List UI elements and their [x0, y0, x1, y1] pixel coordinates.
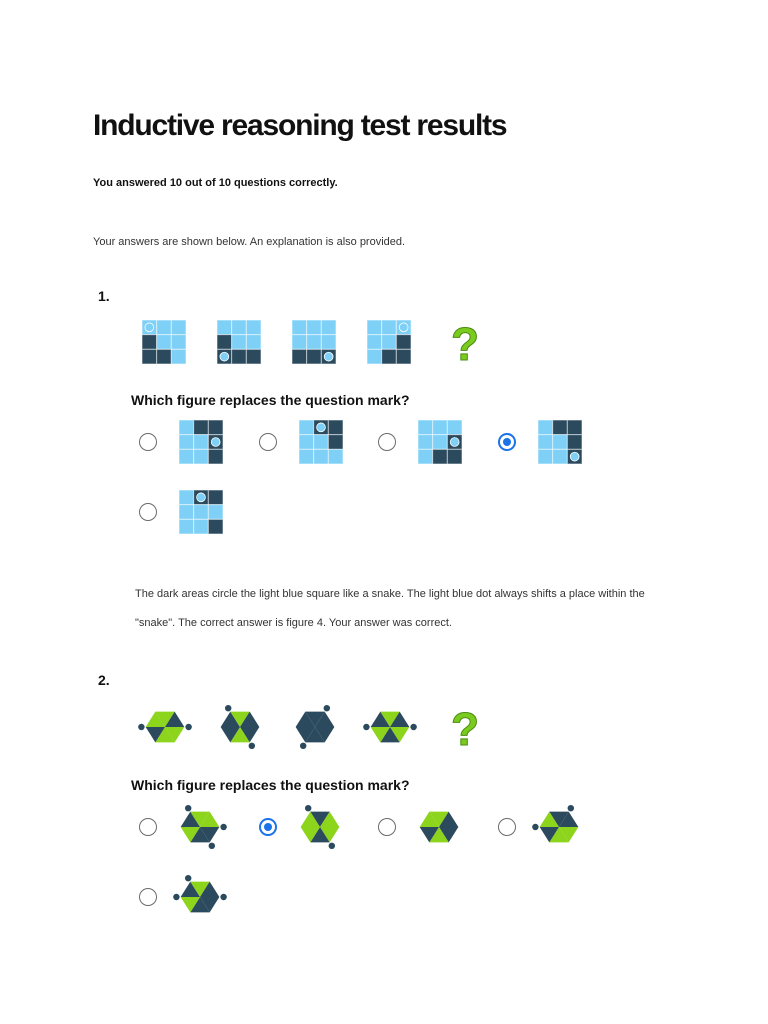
hexagon-figure — [212, 702, 268, 752]
answer-option-radio-3[interactable] — [378, 433, 396, 451]
figure-wrapper — [142, 320, 186, 369]
answer-option-radio-4[interactable] — [498, 433, 516, 451]
figure-wrapper — [299, 420, 343, 469]
figure-wrapper — [531, 802, 587, 857]
figure-wrapper — [217, 320, 261, 369]
figure-wrapper — [450, 320, 480, 371]
question-mark-icon — [450, 320, 480, 366]
option-grid-figure — [179, 490, 223, 534]
figure-wrapper — [292, 320, 336, 369]
grid-figure — [367, 320, 411, 364]
answer-option-radio-3[interactable] — [378, 818, 396, 836]
question-number: 2. — [98, 672, 110, 688]
question-prompt: Which figure replaces the question mark? — [131, 392, 410, 408]
question-prompt: Which figure replaces the question mark? — [131, 777, 410, 793]
figure-wrapper — [179, 490, 223, 539]
figure-wrapper — [362, 702, 418, 757]
intro-text: Your answers are shown below. An explanation is also provided. — [93, 236, 406, 248]
score-summary: You answered 10 out of 10 questions correctly. — [93, 177, 338, 189]
grid-figure — [292, 320, 336, 364]
answer-option-radio-5[interactable] — [139, 888, 157, 906]
option-hexagon-figure — [411, 802, 467, 852]
answer-option-radio-1[interactable] — [139, 433, 157, 451]
hexagon-figure — [287, 702, 343, 752]
answer-option-radio-1[interactable] — [139, 818, 157, 836]
option-grid-figure — [179, 420, 223, 464]
figure-wrapper — [137, 702, 193, 757]
question-number: 1. — [98, 288, 110, 304]
option-grid-figure — [538, 420, 582, 464]
option-hexagon-figure — [172, 802, 228, 852]
figure-wrapper — [367, 320, 411, 369]
figure-wrapper — [212, 702, 268, 757]
figure-wrapper — [179, 420, 223, 469]
figure-wrapper — [292, 802, 348, 857]
answer-option-radio-4[interactable] — [498, 818, 516, 836]
figure-wrapper — [418, 420, 462, 469]
answer-option-radio-2[interactable] — [259, 818, 277, 836]
svg-text:?: ? — [450, 320, 480, 366]
option-grid-figure — [418, 420, 462, 464]
grid-figure — [217, 320, 261, 364]
answer-option-radio-5[interactable] — [139, 503, 157, 521]
hexagon-figure — [137, 702, 193, 752]
figure-wrapper — [411, 802, 467, 857]
option-hexagon-figure — [531, 802, 587, 852]
hexagon-figure — [362, 702, 418, 752]
svg-text:?: ? — [450, 705, 480, 751]
answer-option-radio-2[interactable] — [259, 433, 277, 451]
option-hexagon-figure — [292, 802, 348, 852]
question-mark-icon — [450, 705, 480, 751]
figure-wrapper — [450, 705, 480, 756]
figure-wrapper — [172, 802, 228, 857]
grid-figure — [142, 320, 186, 364]
option-hexagon-figure — [172, 872, 228, 922]
figure-wrapper — [172, 872, 228, 927]
page-title: Inductive reasoning test results — [93, 109, 507, 142]
answer-explanation: The dark areas circle the light blue square like a snake. The light blue dot always shifts a place within the "snake". The correct answer is figure 4. Your answer was correct. — [135, 588, 645, 629]
figure-wrapper — [287, 702, 343, 757]
figure-wrapper — [538, 420, 582, 469]
option-grid-figure — [299, 420, 343, 464]
